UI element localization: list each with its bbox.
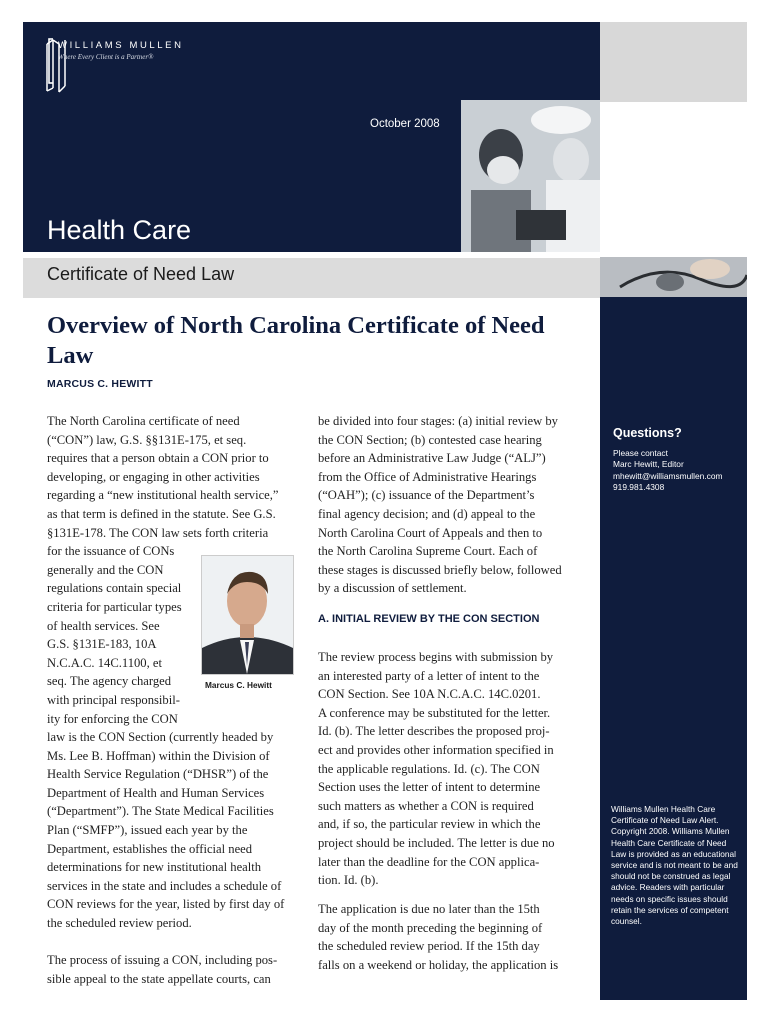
text-line: as that term is defined in the statute. See G.S.	[47, 506, 276, 521]
section-heading: A. INITIAL REVIEW BY THE CON SECTION	[318, 613, 540, 625]
article-title: Overview of North Carolina Certificate of Need Law	[47, 312, 545, 369]
header-gray-block	[600, 22, 747, 102]
text-line: day of the month preceding the beginning of	[318, 920, 543, 935]
text-line: be divided into four stages: (a) initial review by	[318, 414, 558, 428]
text-line: and, if so, the particular review in which the	[318, 817, 541, 832]
text-line: the North Carolina Supreme Court. Each of	[318, 544, 538, 559]
contact-line: Marc Hewitt, Editor	[613, 459, 684, 470]
text-line: falls on a weekend or holiday, the application is	[318, 957, 559, 972]
text-line: (“Department”). The State Medical Facilities	[47, 804, 274, 819]
text-line: with principal responsibil-	[47, 692, 180, 707]
text-line: seq. The agency charged	[47, 674, 172, 689]
text-line: developing, or engaging in other activities	[47, 469, 260, 484]
questions-heading: Questions?	[613, 426, 682, 440]
text-line: sible appeal to the state appellate courts, can	[47, 971, 271, 986]
text-line: G.S. §131E-183, 10A	[47, 637, 157, 652]
text-line: (“OAH”); (c) issuance of the Department’s	[318, 488, 535, 503]
text-line: Id. (b). The letter describes the proposed proj-	[318, 724, 550, 739]
text-line: these stages is discussed briefly below, followed	[318, 562, 562, 577]
text-line: from the Office of Administrative Hearings	[318, 469, 537, 484]
text-line: The process of issuing a CON, including pos-	[47, 953, 278, 968]
text-line: the CON Section; (b) contested case hearing	[318, 432, 542, 447]
author-photo-caption: Marcus C. Hewitt	[205, 680, 272, 690]
text-line: determinations for new institutional health	[47, 860, 262, 875]
text-line: the scheduled review period.	[47, 916, 192, 931]
text-line: regulations contain special	[47, 581, 182, 596]
text-line: regarding a “new institutional health service,”	[47, 488, 279, 503]
text-line: later than the deadline for the CON applica-	[318, 854, 540, 869]
text-line: before an Administrative Law Judge (“ALJ”)	[318, 451, 546, 466]
contact-email-link[interactable]: mhewitt@williamsmullen.com	[613, 470, 723, 481]
disclaimer-text: Williams Mullen Health Care Certificate of Need Law Alert. Copyright 2008. Williams Mullen Health Care Certificate of Need Law is provided as an educational service and is not meant to be and should not be construed as legal advice. Readers with particular needs on specific issues should retain the services of competent counsel.	[611, 804, 738, 927]
text-line: Ms. Lee B. Hoffman) within the Division of	[47, 748, 270, 763]
text-line: law is the CON Section (currently headed by	[47, 730, 274, 745]
text-line: final agency decision; and (d) appeal to the	[318, 506, 536, 521]
article-column-2-intro	[318, 412, 571, 598]
text-line: CON reviews for the year, listed by first day of	[47, 897, 285, 912]
text-line: services in the state and includes a schedule of	[47, 878, 282, 893]
text-line: criteria for particular types	[47, 599, 182, 614]
text-line: North Carolina Court of Appeals and then to	[318, 525, 543, 540]
article-column-2-review	[318, 648, 571, 890]
text-line	[47, 933, 293, 952]
text-line: The North Carolina certificate of need	[47, 414, 240, 428]
text-line: ect and provides other information specified in	[318, 742, 554, 757]
text-line: project should be included. The letter is due no	[318, 835, 555, 850]
text-line: The review process begins with submission by	[318, 650, 554, 664]
text-line: the applicable regulations. Id. (c). The CON	[318, 761, 540, 776]
text-line: for the issuance of CONs	[47, 544, 175, 559]
text-line: of health services. See	[47, 618, 160, 633]
author-photo	[201, 555, 294, 675]
text-line: the scheduled review period. If the 15th day	[318, 939, 540, 954]
contact-phone: 919.981.4308	[613, 482, 665, 493]
issue-date: October 2008	[370, 118, 440, 130]
firm-name: WILLIAMS MULLEN	[58, 40, 184, 51]
subject-title: Certificate of Need Law	[47, 264, 235, 284]
contact-info	[613, 448, 743, 494]
text-line: such matters as whether a CON is required	[318, 798, 534, 813]
text-line: Plan (“SMFP”), issued each year by the	[47, 823, 248, 838]
text-line: tion. Id. (b).	[318, 873, 379, 888]
text-line: (“CON”) law, G.S. §§131E-175, et seq.	[47, 432, 247, 447]
text-line: an interested party of a letter of intent to the	[318, 668, 540, 683]
stethoscope-photo	[600, 257, 747, 297]
text-line: by a discussion of settlement.	[318, 581, 467, 596]
article-author: MARCUS C. HEWITT	[47, 378, 153, 390]
text-line: requires that a person obtain a CON prior to	[47, 451, 269, 466]
text-line: Health Service Regulation (“DHSR”) of the	[47, 767, 269, 782]
text-line: §131E-178. The CON law sets forth criteria	[47, 525, 269, 540]
text-line: Department, establishes the official need	[47, 841, 253, 856]
text-line: ity for enforcing the CON	[47, 711, 178, 726]
text-line: Department of Health and Human Services	[47, 785, 265, 800]
article-column-1	[47, 412, 293, 988]
firm-tagline: Where Every Client is a Partner®	[58, 53, 154, 61]
text-line: N.C.A.C. 14C.1100, et	[47, 655, 162, 670]
text-line: CON Section. See 10A N.C.A.C. 14C.0201.	[318, 687, 541, 702]
practice-title: Health Care	[47, 215, 192, 245]
article-column-2-application	[318, 900, 571, 974]
text-line: A conference may be substituted for the letter.	[318, 705, 551, 720]
contact-line: Please contact	[613, 448, 668, 458]
surgery-photo	[461, 100, 600, 252]
text-line: The application is due no later than the 15th	[318, 902, 540, 916]
text-line: Section uses the letter of intent to determine	[318, 780, 541, 795]
text-line: generally and the CON	[47, 562, 164, 577]
